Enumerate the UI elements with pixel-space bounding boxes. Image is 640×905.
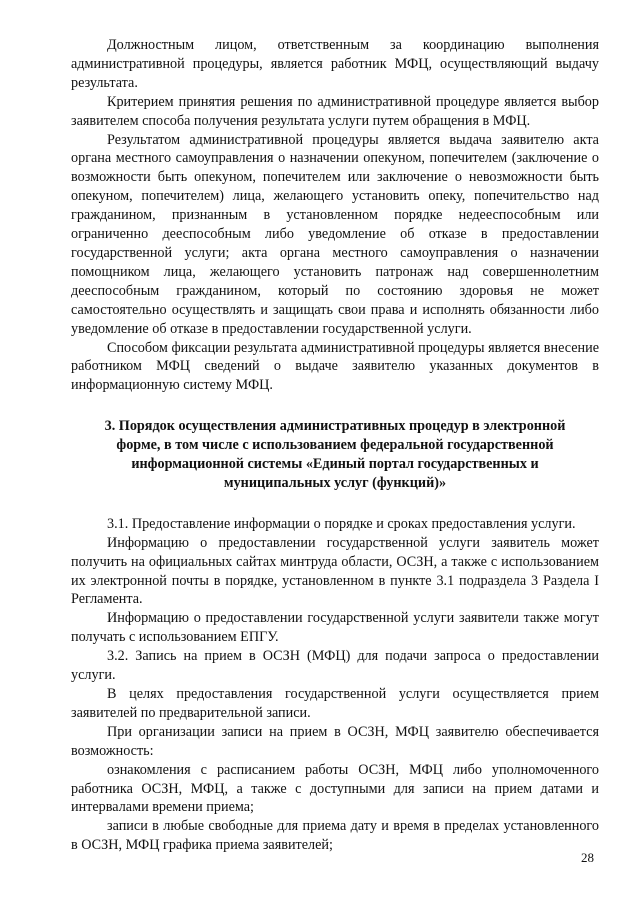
paragraph: 3.1. Предоставление информации о порядке и сроках предоставления услуги.: [107, 515, 576, 532]
section-heading: 3. Порядок осуществления административных процедур в электронной форме, в том числе с использованием федеральной государственной информационной системы «Единый портал государственных и муниципальных услуг (функций)»: [104, 418, 566, 491]
paragraph: ознакомления с расписанием работы ОСЗН, МФЦ либо уполномоченного работника ОСЗН, МФЦ, а также с доступными для записи на прием датами и интервалами времени приема;: [71, 761, 599, 816]
paragraph: При организации записи на прием в ОСЗН, МФЦ заявителю обеспечивается возможность:: [71, 723, 599, 759]
page-number: 28: [581, 850, 594, 865]
paragraph: Должностным лицом, ответственным за координацию выполнения административной процедуры, является работник МФЦ, осуществляющий выдачу результата.: [71, 37, 599, 91]
paragraph: В целях предоставления государственной услуги осуществляется прием заявителей по предварительной записи.: [71, 686, 599, 721]
paragraph: 3.2. Запись на прием в ОСЗН (МФЦ) для подачи запроса о предоставлении услуги.: [71, 648, 599, 684]
paragraph: Информацию о предоставлении государственной услуги заявитель может получить на официальных сайтах минтруда области, ОСЗН, а также с использованием их электронной почты в порядке, установленном в пункте 3.1 подраздела 3 Раздела I Регламента.: [71, 534, 599, 608]
paragraph: Информацию о предоставлении государственной услуги заявители также могут получать с использованием ЕПГУ.: [71, 610, 599, 646]
paragraph: Результатом административной процедуры является выдача заявителю акта органа местного самоуправления о назначении опекуном, попечителем (заключение о возможности быть опекуном, попечителем или заключение о невозможности быть опекуном, попечителем) лица, желающего установить опеку, попечительство над гражданином, признанным в установленном порядке недееспособным или ограниченно дееспособным либо уведомление об отказе в предоставлении государственной услуги; акта органа местного самоуправления о назначении помощником лица, желающего установить патронаж над совершеннолетним дееспособным гражданином, который по состоянию здоровья не может самостоятельно осуществлять и защищать свои права и исполнять обязанности либо уведомление об отказе в предоставлении государственной услуги.: [71, 131, 599, 337]
document-body: [71, 36, 599, 855]
paragraph: записи в любые свободные для приема дату и время в пределах установленного в ОСЗН, МФЦ графика приема заявителей;: [71, 818, 599, 854]
paragraph: Способом фиксации результата административной процедуры является внесение работником МФЦ сведений о выдаче заявителю указанных документов в информационную систему МФЦ.: [71, 339, 599, 394]
paragraph: Критерием принятия решения по административной процедуре является выбор заявителем способа получения результата услуги путем обращения в МФЦ.: [71, 93, 599, 129]
